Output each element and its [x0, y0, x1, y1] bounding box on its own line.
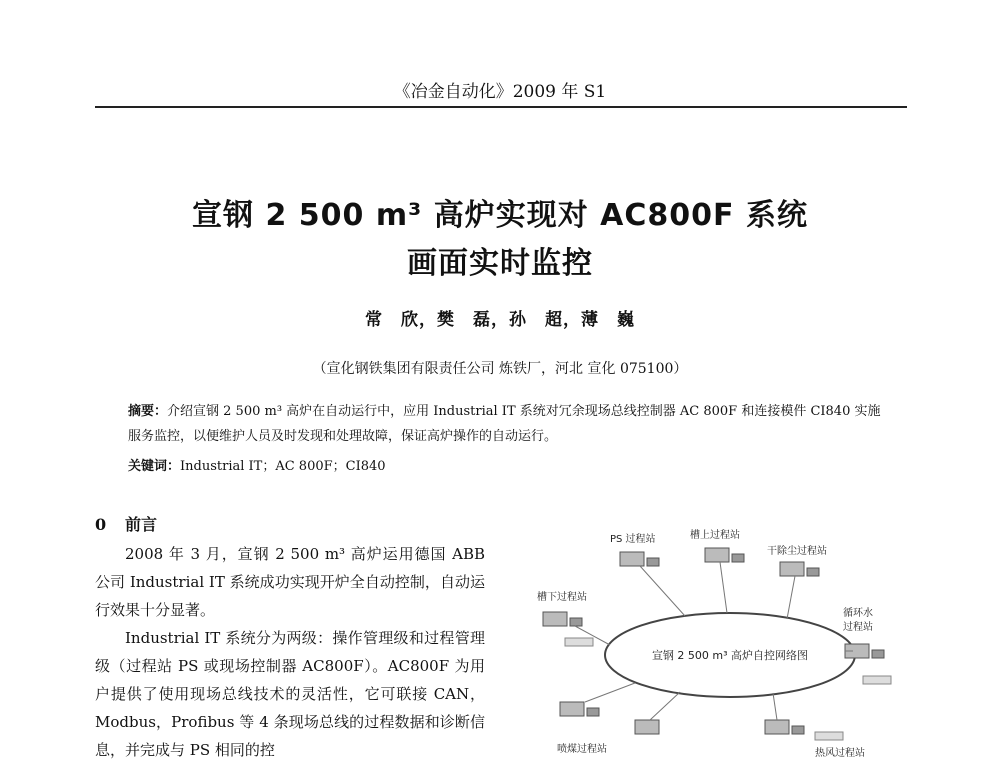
- station-label: 槽上过程站: [690, 530, 740, 541]
- station-penmei: [557, 683, 680, 755]
- keywords: [128, 455, 888, 474]
- station-ganchuchen: [767, 544, 827, 619]
- section-title: 前言: [125, 515, 158, 534]
- authors: 常 欣，樊 磊，孙 超，薄 巍: [365, 310, 635, 330]
- network-center-label: 宣钢 2 500 m³ 高炉自控网络图: [651, 649, 809, 662]
- station-label: 热风过程站: [815, 748, 865, 759]
- station-refeng: [765, 693, 865, 759]
- abstract-text: 介绍宣钢 2 500 m³ 高炉在自动运行中，应用 Industrial IT 系统对冗余现场总线控制器 AC 800F 和连接模件 CI840 实施服务监控，以便维护人员及时发现和处理故障，保证高炉操作的自动运行。: [128, 404, 881, 444]
- station-label: 过程站: [843, 622, 873, 633]
- paragraph: 2008 年 3 月，宣钢 2 500 m³ 高炉运用德国 ABB 公司 Industrial IT 系统成功实现开炉全自动控制，自动运行效果十分显著。: [95, 545, 485, 619]
- station-xunhuanshui: [843, 606, 891, 684]
- station-label: 循环水: [843, 608, 873, 619]
- keywords-label: 关键词：: [128, 459, 181, 474]
- body-text: [95, 540, 485, 764]
- network-figure: [515, 520, 915, 760]
- header-rule: [95, 106, 907, 108]
- abstract: [128, 399, 888, 449]
- station-ps: [610, 532, 685, 616]
- paragraph: Industrial IT 系统分为两级：操作管理级和过程管理级（过程站 PS 或现场控制器 AC800F）。AC800F 为用户提供了使用现场总线技术的灵活性，它可联接 CAN，Modbus，Profibus 等 4 条现场总线的过程数据和诊断信息，并完成与 PS 相同的控: [95, 629, 485, 759]
- station-label: 槽下过程站: [537, 592, 587, 603]
- paper-title-line1: 宣钢 2 500 m³ 高炉实现对 AC800F 系统: [192, 198, 808, 233]
- paper-title-line2: 画面实时监控: [407, 246, 593, 281]
- affiliation: （宣化钢铁集团有限责任公司 炼铁厂，河北 宣化 075100）: [312, 361, 688, 377]
- keywords-text: Industrial IT；AC 800F；CI840: [180, 459, 386, 474]
- station-caoshang: [690, 528, 744, 613]
- station-label: 喷煤过程站: [557, 744, 607, 755]
- journal-header: 《冶金自动化》2009 年 S1: [393, 82, 607, 102]
- section-number: 0: [95, 515, 107, 534]
- station-label: PS 过程站: [610, 534, 656, 545]
- station-caoxia: [537, 590, 610, 646]
- station-label: 干除尘过程站: [767, 546, 827, 557]
- abstract-label: 摘要：: [128, 404, 168, 419]
- section-heading: [95, 512, 157, 535]
